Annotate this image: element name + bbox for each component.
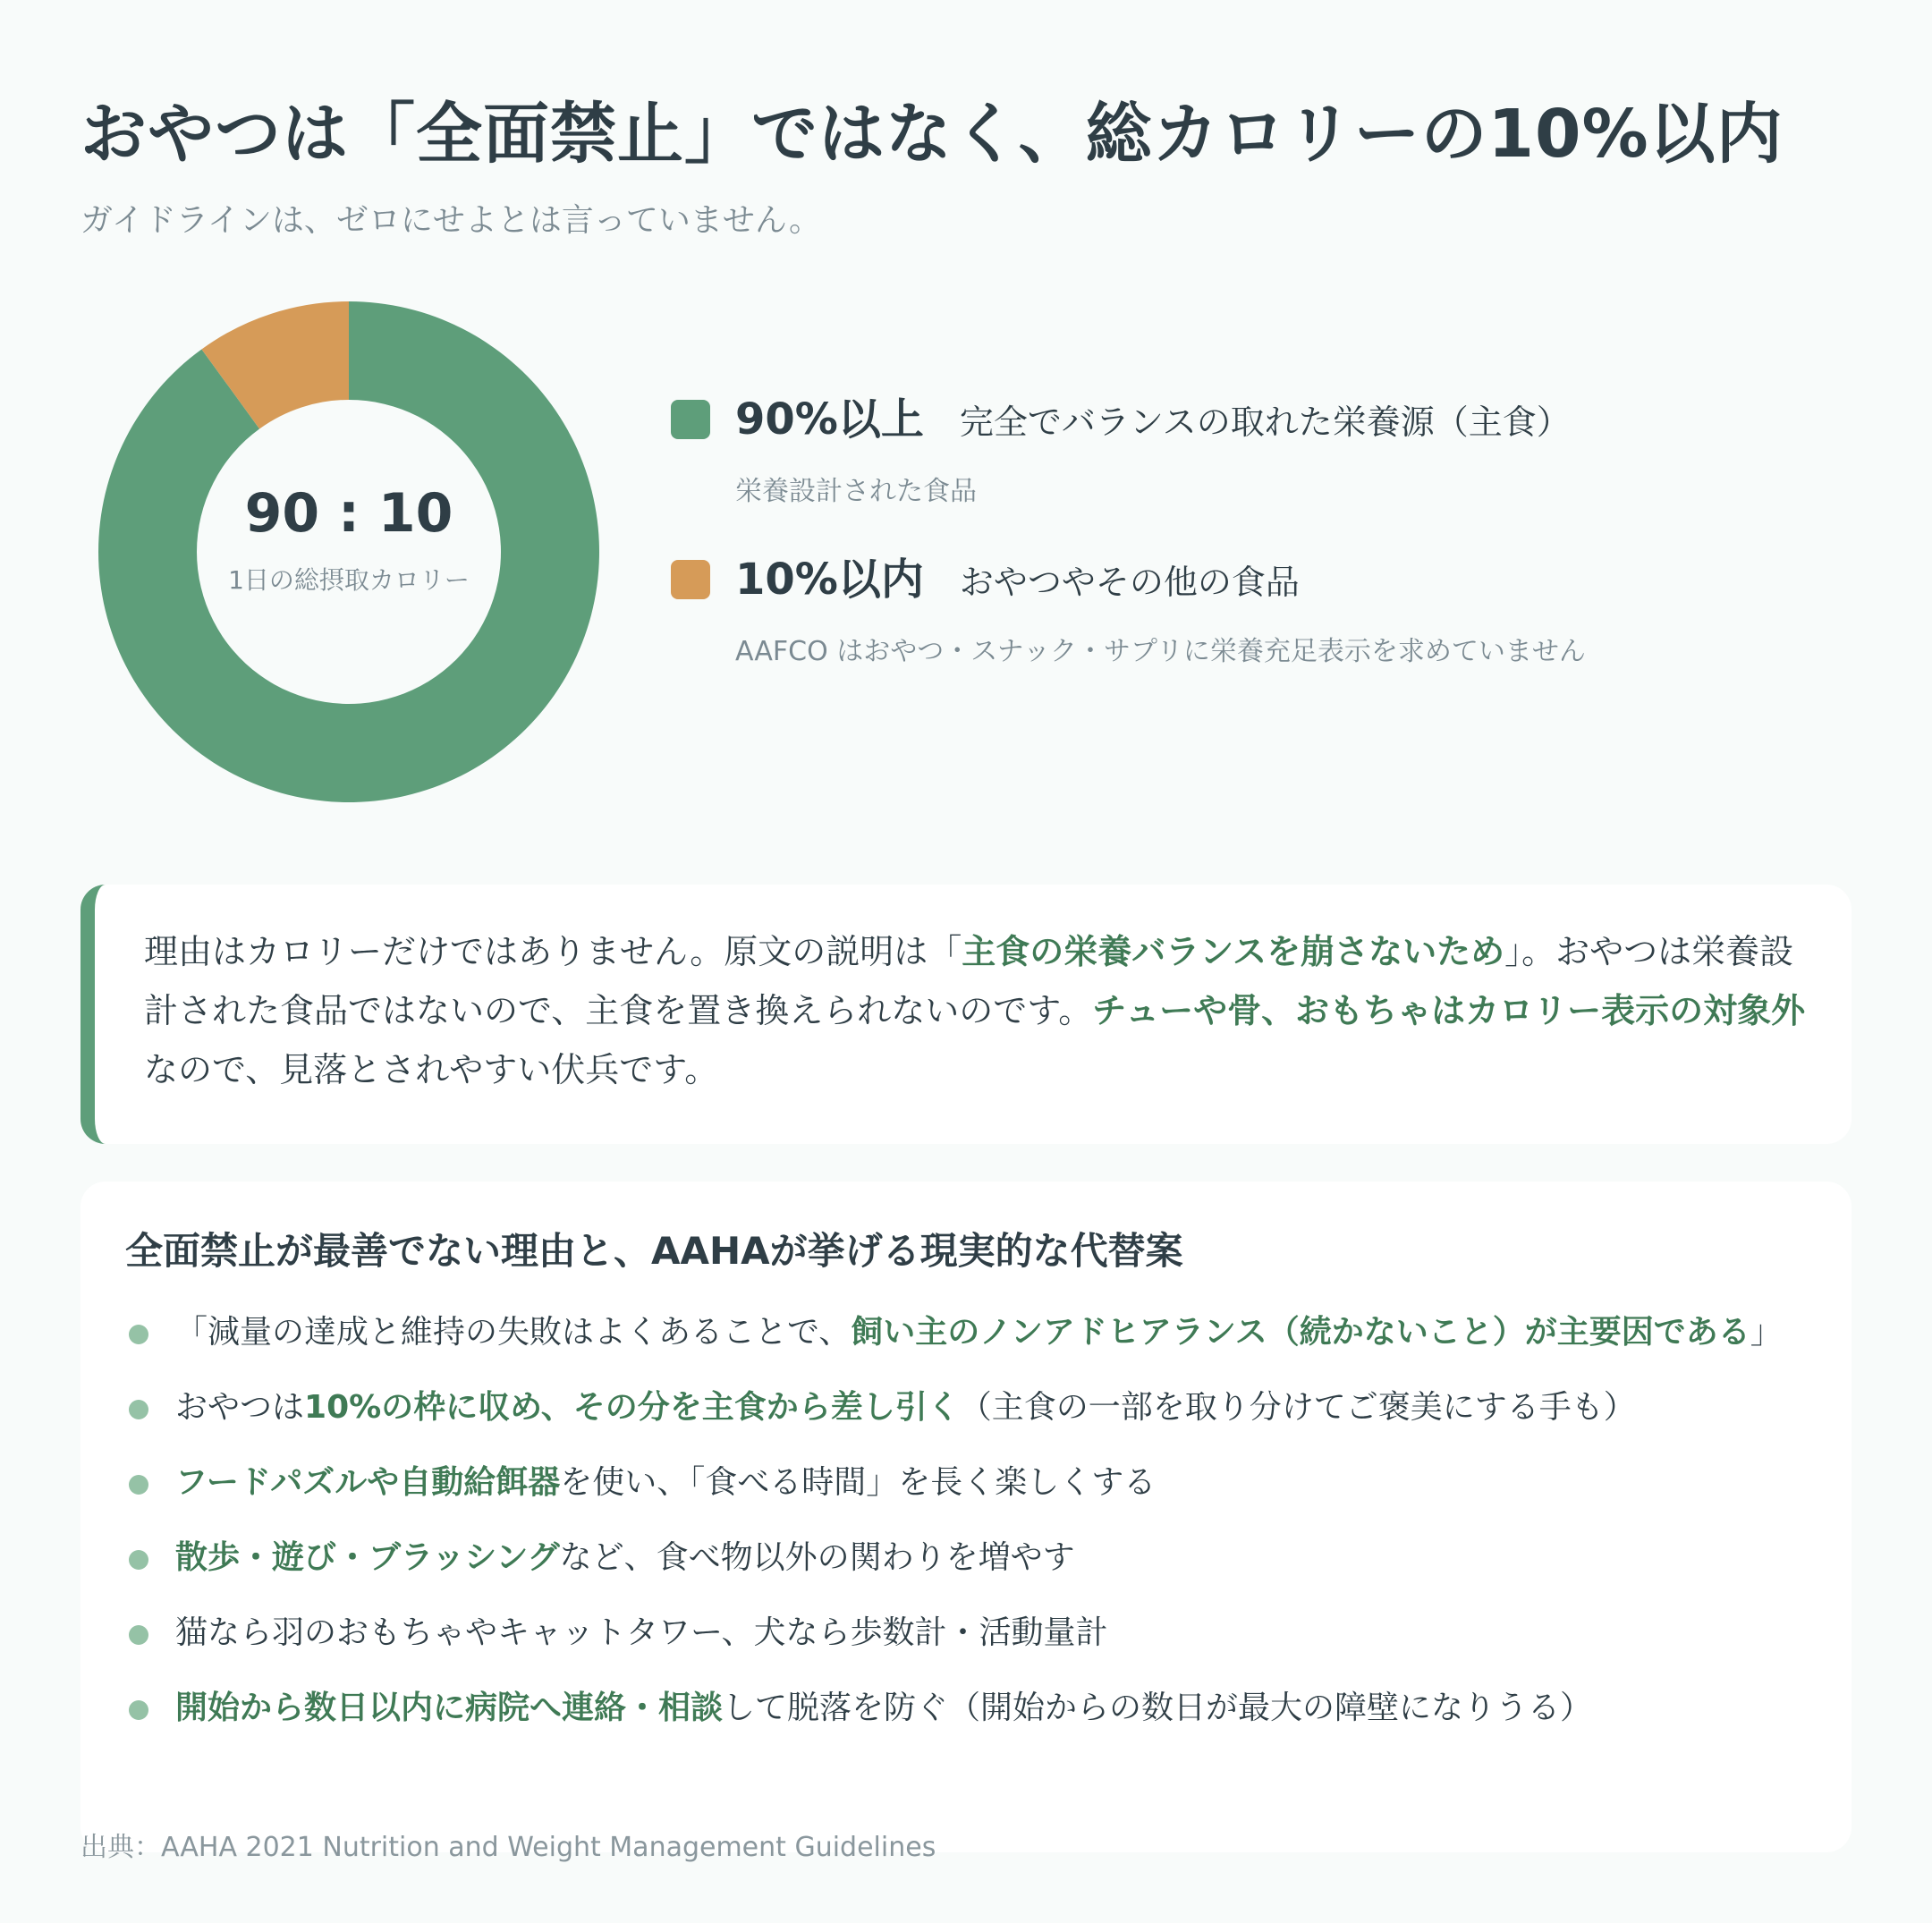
- list-item: [125, 1380, 1807, 1436]
- legend-item-main: [671, 391, 1834, 508]
- bullet-highlight: フードパズルや自動給餌器: [175, 1464, 561, 1501]
- bullet-text: など、食べ物以外の関わりを増やす: [559, 1539, 1075, 1576]
- list-item: [125, 1455, 1807, 1511]
- legend-note: AAFCO はおやつ・スナック・サプリに栄養充足表示を求めていません: [735, 636, 1586, 667]
- donut-center-value: 90 : 10: [244, 482, 453, 545]
- legend-swatch-treats: [671, 560, 710, 599]
- donut-chart: [80, 284, 617, 820]
- bullet-text: 」: [1750, 1314, 1783, 1351]
- bullet-text: を使い、「食べる時間」を長く楽しくする: [560, 1464, 1157, 1501]
- callout-text: 理由はカロリーだけではありません。原文の説明は「: [144, 932, 962, 971]
- bullet-text: して脱落を防ぐ（開始からの数日が最大の障壁になりうる）: [723, 1690, 1593, 1726]
- bullet-highlight: 散歩・遊び・ブラッシング: [175, 1539, 560, 1576]
- list-item: [125, 1530, 1807, 1586]
- card-title: 全面禁止が最善でない理由と、AAHAが挙げる現実的な代替案: [125, 1229, 1183, 1273]
- list-item: [125, 1681, 1807, 1736]
- legend-pct: 10%以内: [735, 555, 924, 605]
- legend-item-treats: [671, 551, 1834, 668]
- bullet-highlight: 開始から数日以内に病院へ連絡・相談: [175, 1690, 724, 1726]
- callout-highlight: チューや骨、おもちゃはカロリー表示の対象外: [1092, 991, 1806, 1030]
- list-item: [125, 1605, 1807, 1661]
- callout-highlight: 主食の栄養バランスを崩さないため: [962, 932, 1505, 971]
- bullet-dot-icon: [129, 1325, 148, 1344]
- chart-legend: [671, 391, 1834, 711]
- callout-text: 」。おやつは栄養設計された食品ではないので、主食を置き換えられないのです。: [144, 932, 1794, 1030]
- callout-text: なので、見落とされやすい伏兵です。: [144, 1050, 719, 1089]
- legend-desc: おやつやその他の食品: [959, 563, 1300, 602]
- bullet-dot-icon: [129, 1700, 148, 1720]
- page-subtitle: ガイドラインは、ゼロにせよとは言っていません。: [80, 202, 822, 239]
- legend-desc: 完全でバランスの取れた栄養源（主食）: [959, 402, 1571, 442]
- legend-pct: 90%以上: [735, 394, 924, 445]
- page-title: おやつは「全面禁止」ではなく、総カロリーの10%以内: [80, 96, 1784, 173]
- donut-svg: [80, 284, 617, 820]
- callout-box: [80, 885, 1852, 1144]
- legend-swatch-main: [671, 400, 710, 439]
- chart-section: [80, 284, 1852, 820]
- bullet-list: [125, 1305, 1807, 1736]
- page: [80, 89, 1852, 1852]
- bullet-highlight: 10%の枠に収め、その分を主食から差し引く: [304, 1389, 960, 1426]
- bullet-text: 猫なら羽のおもちゃやキャットタワー、犬なら歩数計・活動量計: [175, 1614, 1108, 1651]
- donut-center-label: 1日の総摂取カロリー: [228, 565, 470, 595]
- list-item: [125, 1305, 1807, 1360]
- bullet-dot-icon: [129, 1625, 148, 1645]
- bullet-dot-icon: [129, 1550, 148, 1570]
- bullet-text: （主食の一部を取り分けてご褒美にする手も）: [959, 1389, 1636, 1426]
- bullet-highlight: 飼い主のノンアドヒアランス（続かないこと）が主要因である: [851, 1314, 1750, 1351]
- legend-note: 栄養設計された食品: [735, 476, 977, 507]
- bullet-dot-icon: [129, 1475, 148, 1495]
- alternatives-card: [80, 1182, 1852, 1852]
- bullet-dot-icon: [129, 1400, 148, 1419]
- source-citation: 出典：AAHA 2021 Nutrition and Weight Management Guidelines: [80, 1832, 936, 1863]
- bullet-text: 「減量の達成と維持の失敗はよくあることで、: [175, 1314, 852, 1351]
- bullet-text: おやつは: [175, 1389, 305, 1426]
